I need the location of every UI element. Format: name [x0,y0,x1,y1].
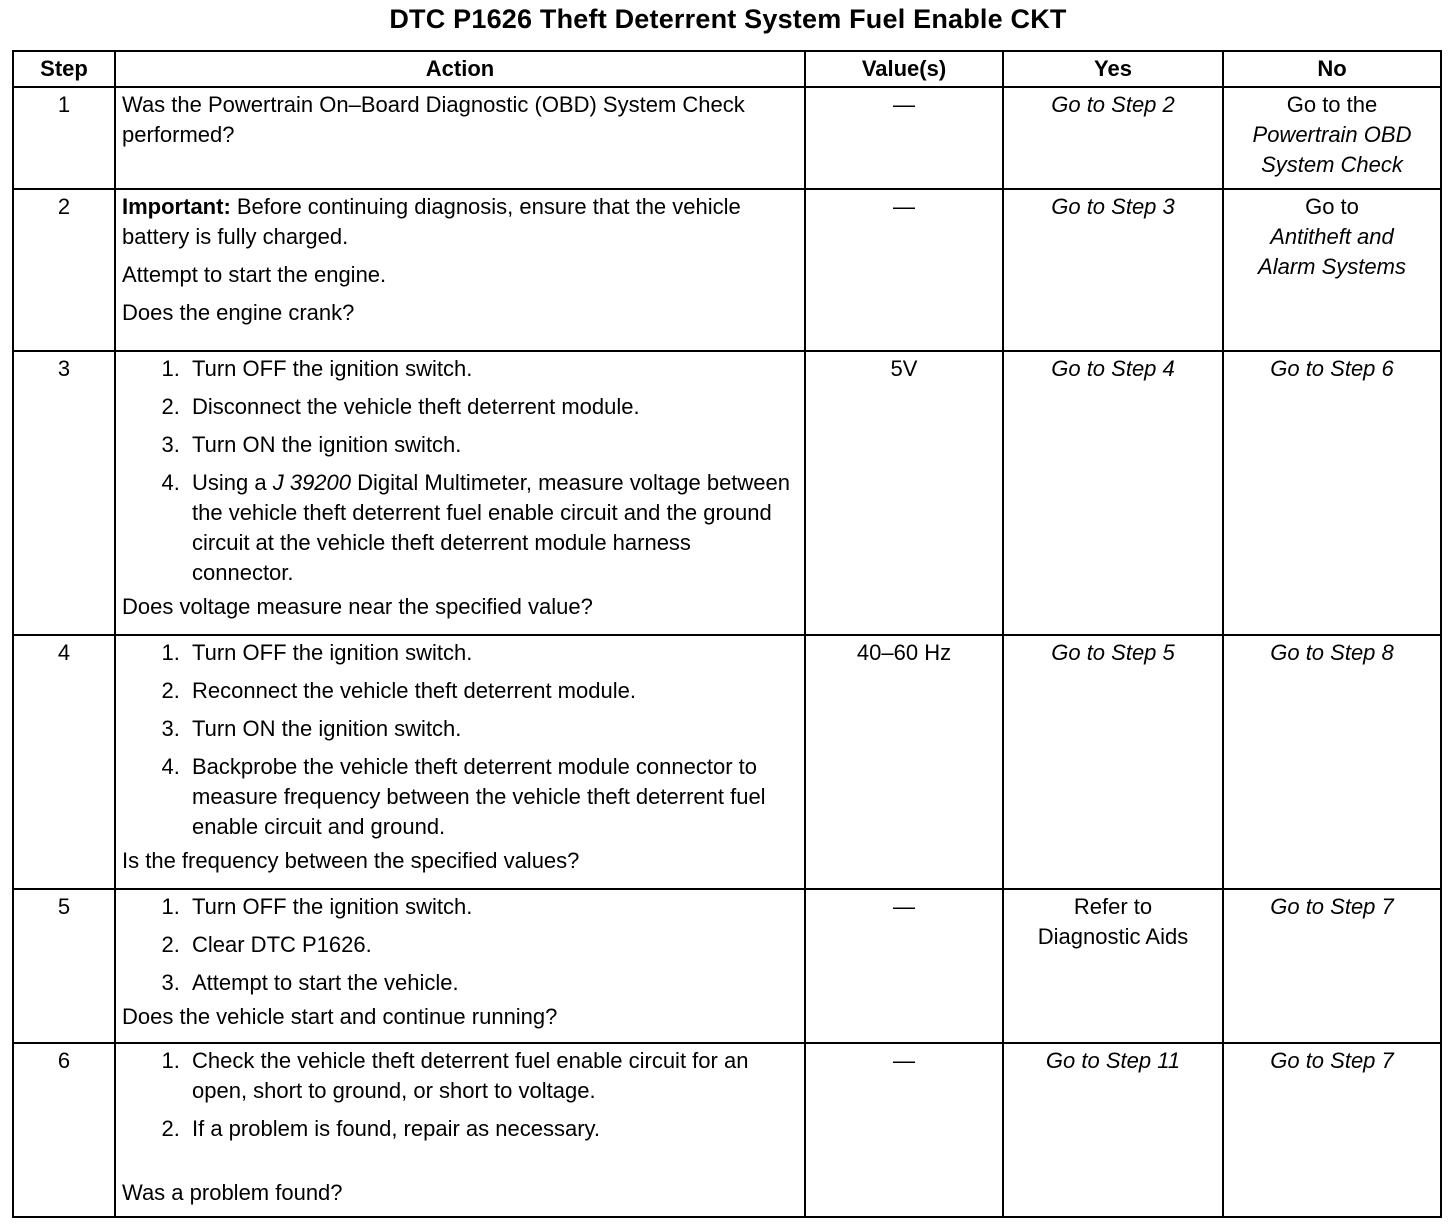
action-question: Is the frequency between the specified values? [122,848,580,873]
table-row-step-6 [13,1043,1441,1217]
substep-item: 1. Turn OFF the ignition switch. [186,354,798,384]
no-link[interactable]: Powertrain OBD [1252,122,1412,147]
action-cell [115,635,805,889]
no-link[interactable]: System Check [1261,152,1403,177]
yes-link[interactable]: Go to Step 5 [1051,640,1175,665]
header-no: No [1223,51,1441,87]
substep-item: 1. Turn OFF the ignition switch. [186,638,798,668]
header-yes: Yes [1003,51,1223,87]
substep-list [122,892,798,998]
value-cell: 40–60 Hz [805,635,1003,889]
yes-link[interactable]: Go to Step 2 [1051,92,1175,117]
yes-cell [1003,635,1223,889]
step-number: 3 [13,351,115,635]
yes-cell [1003,889,1223,1043]
step-number: 1 [13,87,115,189]
no-text: Go to the [1286,92,1378,117]
yes-link[interactable]: Go to Step 3 [1051,194,1175,219]
diagnostic-table [12,50,1442,1218]
table-row-step-4 [13,635,1441,889]
important-label: Important: [122,194,231,219]
substep-item [186,468,798,588]
action-question: Does voltage measure near the specified value? [122,594,593,619]
value-cell: — [805,889,1003,1043]
no-link[interactable]: Go to Step 7 [1270,894,1394,919]
substep-item: 4. Backprobe the vehicle theft deterrent module connector to measure frequency between the vehicle theft deterrent fuel enable circuit and ground. [186,752,798,842]
important-text: Before continuing diagnosis, ensure that the vehicle battery is fully charged. [122,194,741,249]
yes-cell [1003,189,1223,351]
page-title: DTC P1626 Theft Deterrent System Fuel Enable CKT [389,4,1067,34]
action-cell [115,351,805,635]
substep-item: 2. If a problem is found, repair as necessary. [186,1114,798,1144]
yes-cell [1003,1043,1223,1217]
no-link[interactable]: Antitheft and [1270,224,1394,249]
yes-link[interactable]: Diagnostic Aids [1037,924,1189,949]
no-cell [1223,1043,1441,1217]
action-cell [115,189,805,351]
substep-text: Using a [192,470,273,495]
no-cell [1223,87,1441,189]
table-row-step-5 [13,889,1441,1043]
substep-text: Digital Multimeter, measure voltage between the vehicle theft deterrent fuel enable circuit and the ground circuit at the vehicle theft deterrent module harness connector. [192,470,791,585]
substep-item: 3. Attempt to start the vehicle. [186,968,798,998]
substep-item: 2. Clear DTC P1626. [186,930,798,960]
important-note [122,192,798,252]
action-question: Was the Powertrain On–Board Diagnostic (OBD) System Check performed? [122,92,745,147]
no-cell [1223,889,1441,1043]
yes-link[interactable]: Go to Step 4 [1051,356,1175,381]
action-cell [115,889,805,1043]
table-row-step-2 [13,189,1441,351]
tool-reference: J 39200 [272,470,352,495]
action-cell [115,1043,805,1217]
no-cell [1223,635,1441,889]
substep-item: 1. Check the vehicle theft deterrent fuel enable circuit for an open, short to ground, or short to voltage. [186,1046,798,1106]
step-number: 5 [13,889,115,1043]
action-question: Does the engine crank? [122,300,355,325]
yes-link[interactable]: Go to Step 11 [1045,1048,1181,1073]
spacer [122,1148,798,1178]
table-row-step-3 [13,351,1441,635]
no-link[interactable]: Go to Step 6 [1270,356,1394,381]
table-row-step-1 [13,87,1441,189]
header-values: Value(s) [805,51,1003,87]
substep-item: 1. Turn OFF the ignition switch. [186,892,798,922]
no-cell [1223,189,1441,351]
no-link[interactable]: Go to Step 7 [1270,1048,1394,1073]
value-cell: — [805,189,1003,351]
substep-item: 3. Turn ON the ignition switch. [186,714,798,744]
no-text: Go to [1305,194,1359,219]
substep-list [122,1046,798,1144]
step-number: 6 [13,1043,115,1217]
no-link[interactable]: Alarm Systems [1258,254,1406,279]
substep-item: 3. Turn ON the ignition switch. [186,430,798,460]
no-cell [1223,351,1441,635]
value-cell: — [805,87,1003,189]
yes-cell [1003,87,1223,189]
step-number: 4 [13,635,115,889]
value-cell: — [805,1043,1003,1217]
action-question: Was a problem found? [122,1180,343,1205]
header-step: Step [13,51,115,87]
substep-list [122,638,798,842]
no-link[interactable]: Go to Step 8 [1270,640,1394,665]
action-question: Does the vehicle start and continue running? [122,1004,558,1029]
substep-item: 2. Reconnect the vehicle theft deterrent module. [186,676,798,706]
action-instruction: Attempt to start the engine. [122,262,387,287]
substep-item: 2. Disconnect the vehicle theft deterrent module. [186,392,798,422]
step-number: 2 [13,189,115,351]
yes-text: Refer to [1073,894,1153,919]
header-row [13,51,1441,87]
substep-list [122,354,798,588]
value-cell: 5V [805,351,1003,635]
action-cell [115,87,805,189]
yes-cell [1003,351,1223,635]
header-action: Action [115,51,805,87]
